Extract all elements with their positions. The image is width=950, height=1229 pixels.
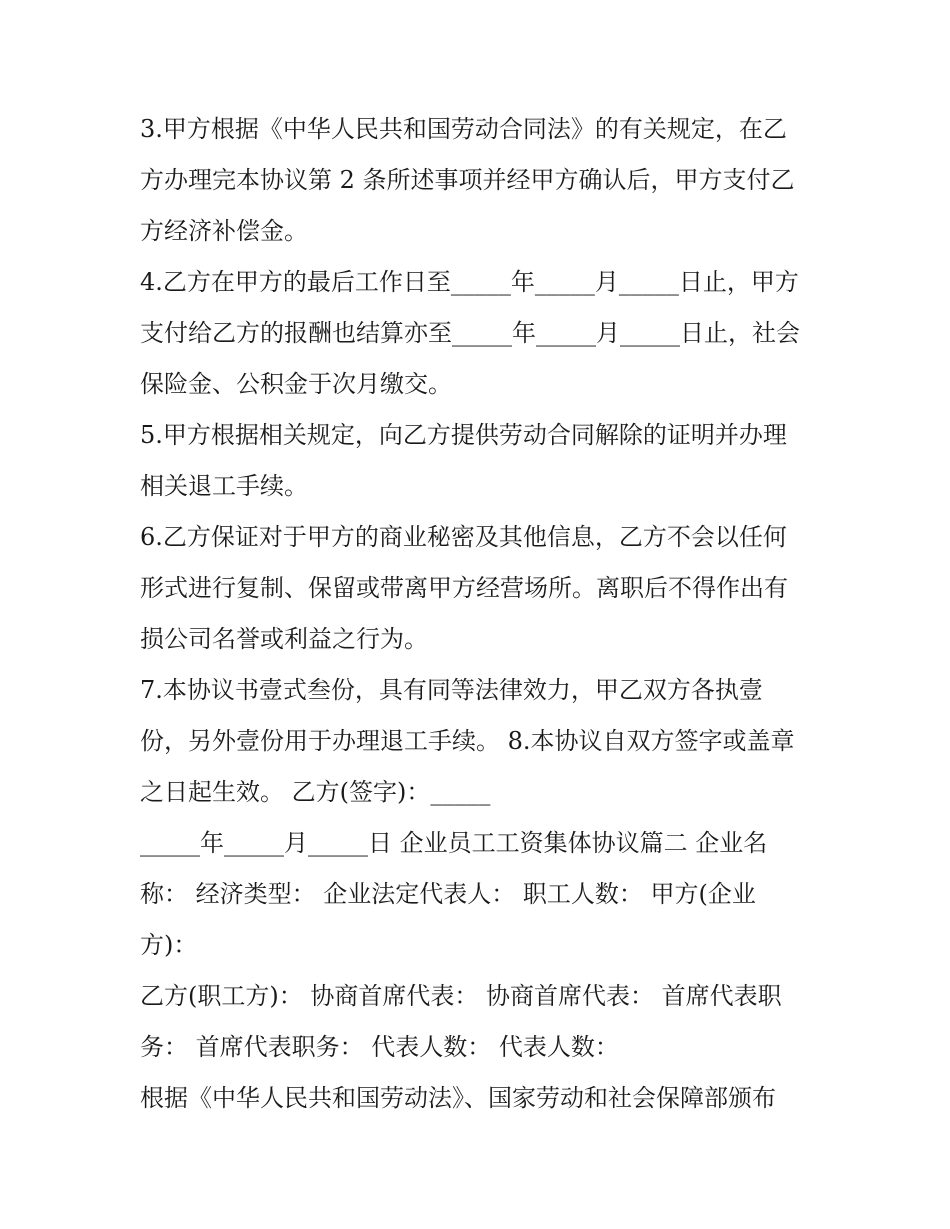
text-line: 损公司名誉或利益之行为。 bbox=[140, 625, 428, 653]
text-line: 4.乙方在甲方的最后工作日至_____年_____月_____日止，甲方 bbox=[140, 268, 799, 296]
text-line: 务： 首席代表职务： 代表人数： 代表人数： bbox=[140, 1033, 619, 1061]
text-line: 方办理完本协议第 2 条所述事项并经甲方确认后，甲方支付乙 bbox=[140, 166, 795, 194]
text-line: 7.本协议书壹式叁份，具有同等法律效力，甲乙双方各执壹 bbox=[140, 676, 763, 704]
text-line: 乙方(职工方)： 协商首席代表： 协商首席代表： 首席代表职 bbox=[140, 982, 782, 1010]
text-line: 保险金、公积金于次月缴交。 bbox=[140, 370, 452, 398]
text-line: 3.甲方根据《中华人民共和国劳动合同法》的有关规定，在乙 bbox=[140, 115, 787, 143]
text-line: 形式进行复制、保留或带离甲方经营场所。离职后不得作出有 bbox=[140, 574, 788, 602]
text-line: 份，另外壹份用于办理退工手续。 8.本协议自双方签字或盖章 bbox=[140, 727, 795, 755]
text-line: 方经济补偿金。 bbox=[140, 217, 308, 245]
text-line: 之日起生效。 乙方(签字)：_____ bbox=[140, 778, 491, 806]
text-line: 支付给乙方的报酬也结算亦至_____年_____月_____日止，社会 bbox=[140, 319, 800, 347]
text-line: 相关退工手续。 bbox=[140, 472, 308, 500]
text-line: 6.乙方保证对于甲方的商业秘密及其他信息，乙方不会以任何 bbox=[140, 523, 787, 551]
text-line: 称： 经济类型： 企业法定代表人： 职工人数： 甲方(企业 bbox=[140, 880, 756, 908]
text-line: 5.甲方根据相关规定，向乙方提供劳动合同解除的证明并办理 bbox=[140, 421, 787, 449]
document-body bbox=[140, 104, 820, 1124]
text-line: _____年_____月_____日 企业员工工资集体协议篇二 企业名 bbox=[140, 829, 768, 857]
text-line: 方)： bbox=[140, 931, 198, 959]
text-line: 根据《中华人民共和国劳动法》、国家劳动和社会保障部颁布 bbox=[140, 1084, 776, 1112]
